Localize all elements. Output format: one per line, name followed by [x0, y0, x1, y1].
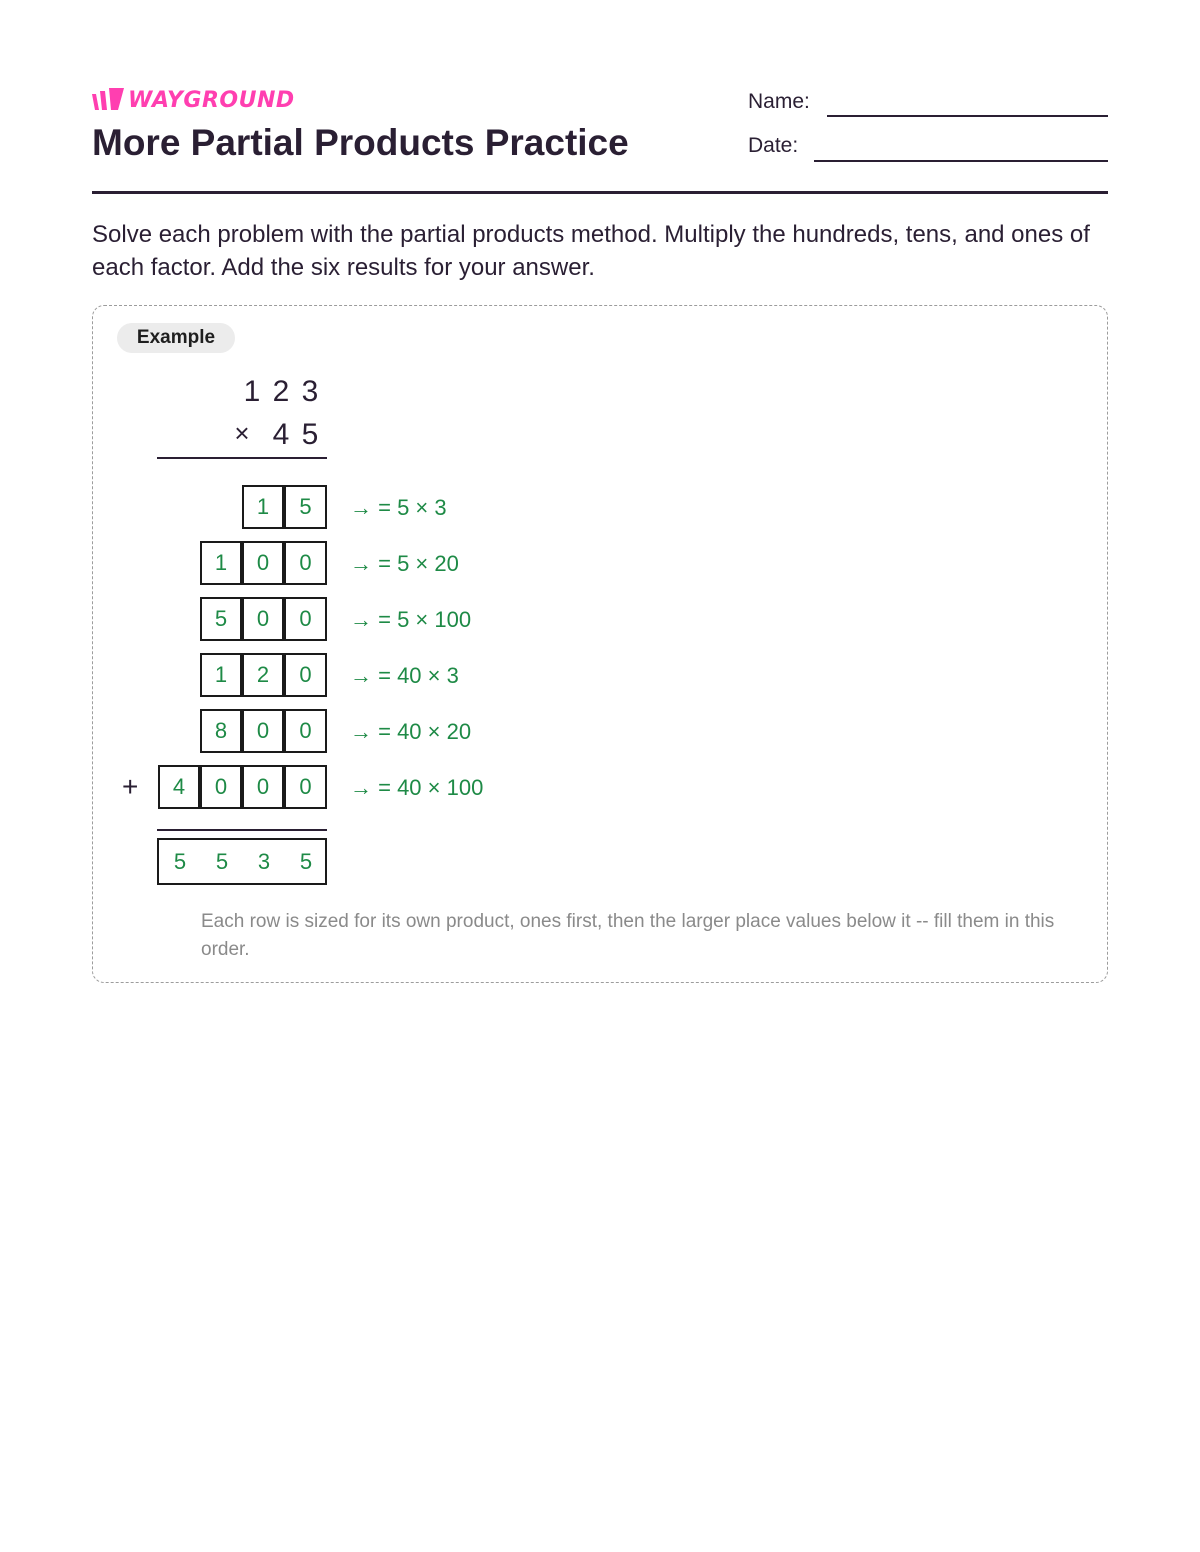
digit-cell: 0	[284, 765, 327, 809]
digit-cell: 0	[284, 597, 327, 641]
digit-cell: 4	[158, 765, 200, 809]
date-label: Date:	[748, 134, 799, 157]
bottom-factor-digit: 5	[301, 418, 319, 451]
top-factor-digit: 3	[301, 375, 319, 408]
wayground-logo-icon	[92, 88, 124, 112]
digit-cell: 0	[284, 541, 327, 585]
digit-cell: 5	[200, 597, 242, 641]
digit-cell: 2	[242, 653, 284, 697]
date-field[interactable]	[814, 160, 1108, 162]
digit-cell: 0	[242, 541, 284, 585]
digit-cell: 0	[284, 653, 327, 697]
bottom-factor-digit: 4	[272, 418, 290, 451]
digit-cell: 0	[242, 597, 284, 641]
digit-cell: 1	[200, 541, 242, 585]
instructions: Solve each problem with the partial products method. Multiply the hundreds, tens, and ones of each factor. Add the six results for your answer.	[92, 221, 1090, 281]
partial-product-explanation: → = 40 × 3	[350, 663, 459, 688]
example-note: Each row is sized for its own product, ones first, then the larger place values below it -- fill them in this order.	[201, 911, 1055, 960]
example-badge: Example	[117, 323, 235, 353]
multiply-sign: ×	[234, 418, 250, 448]
name-field[interactable]	[827, 115, 1108, 117]
partial-product-explanation: → = 40 × 100	[350, 775, 484, 800]
header-divider	[92, 191, 1108, 194]
digit-cell: 0	[242, 709, 284, 753]
top-factor-digit: 2	[272, 375, 290, 408]
result-digit: 5	[215, 849, 229, 874]
partial-product-explanation: → = 5 × 100	[350, 607, 472, 632]
partial-product-explanation: → = 5 × 20	[350, 551, 459, 576]
factor-rule	[157, 457, 327, 459]
page-title: More Partial Products Practice	[92, 122, 629, 163]
result-digit: 3	[257, 849, 271, 874]
result-box	[157, 838, 327, 885]
partial-product-explanation: → = 5 × 3	[350, 495, 447, 520]
result-digit: 5	[299, 849, 313, 874]
digit-cell: 8	[200, 709, 242, 753]
plus-sign: +	[122, 771, 139, 802]
sum-rule	[157, 829, 327, 831]
result-digit: 5	[173, 849, 187, 874]
digit-cell: 1	[200, 653, 242, 697]
digit-cell: 0	[200, 765, 242, 809]
top-factor-digit: 1	[243, 375, 261, 408]
digit-cell: 0	[284, 709, 327, 753]
digit-cell: 1	[242, 485, 284, 529]
brand-name: WAYGROUND	[128, 87, 295, 113]
digit-cell: 5	[284, 485, 327, 529]
brand-logo	[92, 86, 295, 114]
digit-cell: 0	[242, 765, 284, 809]
partial-product-explanation: → = 40 × 20	[350, 719, 472, 744]
name-label: Name:	[748, 90, 810, 113]
